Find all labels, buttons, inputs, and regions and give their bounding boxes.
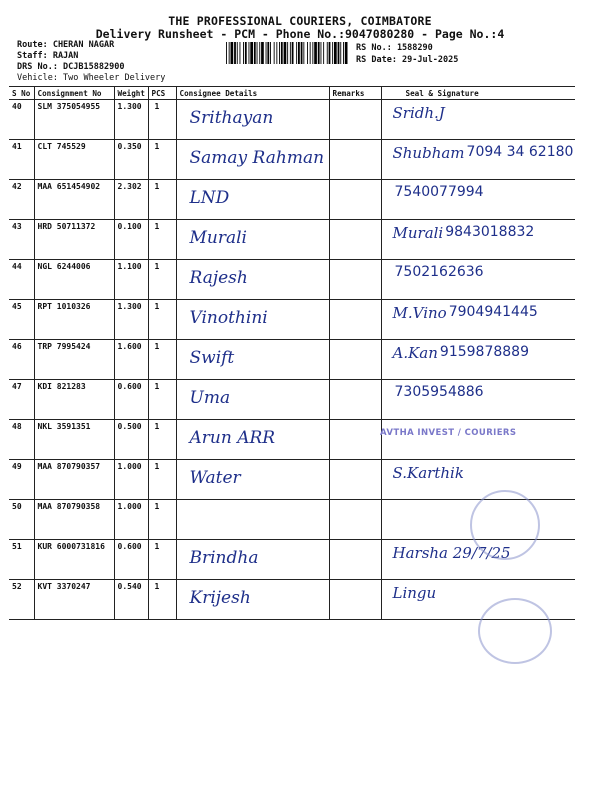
- cell-remarks: [329, 540, 381, 580]
- cell-remarks: [329, 500, 381, 540]
- consignee-handwriting: Krijesh: [189, 588, 251, 608]
- consignee-handwriting: Uma: [189, 388, 231, 408]
- cell-pcs: 1: [148, 540, 176, 580]
- cell-signature: [381, 300, 575, 340]
- cell-pcs: 1: [148, 140, 176, 180]
- cell-pcs: 1: [148, 500, 176, 540]
- cell-weight: 2.302: [114, 180, 148, 220]
- cell-weight: 1.100: [114, 260, 148, 300]
- cell-sno: 49: [9, 460, 34, 500]
- cell-pcs: 1: [148, 580, 176, 620]
- cell-pcs: 1: [148, 460, 176, 500]
- cell-consignee: [176, 260, 329, 300]
- company-title: THE PROFESSIONAL COURIERS, COIMBATORE: [168, 14, 432, 28]
- signature-handwriting: Harsha 29/7/25: [392, 544, 511, 562]
- cell-signature: [381, 460, 575, 500]
- consignee-handwriting: Brindha: [189, 548, 259, 568]
- table-row: [9, 140, 575, 180]
- cell-consignment: TRP 7995424: [34, 340, 114, 380]
- signature-handwriting: M.Vino: [392, 304, 447, 322]
- cell-signature: [381, 180, 575, 220]
- phone-handwriting: 7904941445: [448, 304, 538, 320]
- cell-pcs: 1: [148, 100, 176, 140]
- cell-sno: 40: [9, 100, 34, 140]
- seal-stamp-2: [478, 598, 552, 664]
- cell-pcs: 1: [148, 420, 176, 460]
- cell-pcs: 1: [148, 180, 176, 220]
- cell-remarks: [329, 340, 381, 380]
- cell-signature: [381, 380, 575, 420]
- cell-consignee: [176, 420, 329, 460]
- signature-handwriting: Sridh.J: [392, 104, 445, 122]
- cell-remarks: [329, 220, 381, 260]
- cell-consignment: MAA 651454902: [34, 180, 114, 220]
- cell-weight: 1.000: [114, 500, 148, 540]
- phone-handwriting: 9843018832: [445, 224, 535, 240]
- cell-consignment: CLT 745529: [34, 140, 114, 180]
- consignee-handwriting: LND: [189, 188, 230, 208]
- cell-consignee: [176, 300, 329, 340]
- cell-sno: 43: [9, 220, 34, 260]
- cell-consignment: NKL 3591351: [34, 420, 114, 460]
- cell-consignment: SLM 375054955: [34, 100, 114, 140]
- phone-handwriting: 7305954886: [394, 384, 484, 400]
- cell-weight: 1.000: [114, 460, 148, 500]
- cell-weight: 0.600: [114, 380, 148, 420]
- cell-consignment: KDI 821283: [34, 380, 114, 420]
- consignee-handwriting: Vinothini: [189, 308, 268, 328]
- cell-remarks: [329, 260, 381, 300]
- col-pcs: PCS: [148, 87, 176, 100]
- staff-label: Staff: RAJAN: [17, 51, 79, 61]
- cell-sno: 41: [9, 140, 34, 180]
- col-consignment: Consignment No: [34, 87, 114, 100]
- cell-signature: [381, 100, 575, 140]
- cell-consignee: [176, 580, 329, 620]
- table-row: [9, 180, 575, 220]
- signature-handwriting: Shubham: [392, 144, 465, 162]
- cell-weight: 0.600: [114, 540, 148, 580]
- vehicle-label: Vehicle: Two Wheeler Delivery: [17, 73, 166, 83]
- cell-sno: 51: [9, 540, 34, 580]
- cell-signature: [381, 260, 575, 300]
- cell-consignee: [176, 100, 329, 140]
- cell-remarks: [329, 420, 381, 460]
- cell-sno: 44: [9, 260, 34, 300]
- rs-number: RS No.: 1588290: [356, 43, 433, 53]
- cell-sno: 52: [9, 580, 34, 620]
- phone-handwriting: 7094 34 62180: [466, 144, 574, 160]
- consignee-handwriting: Water: [189, 468, 241, 488]
- table-row: [9, 260, 575, 300]
- cell-consignment: NGL 6244006: [34, 260, 114, 300]
- col-remarks: Remarks: [329, 87, 381, 100]
- cell-remarks: [329, 180, 381, 220]
- consignee-handwriting: Rajesh: [189, 268, 248, 288]
- phone-handwriting: 7540077994: [394, 184, 484, 200]
- cell-remarks: [329, 460, 381, 500]
- table-row: [9, 420, 575, 460]
- col-sno: S No: [9, 87, 34, 100]
- col-consignee: Consignee Details: [176, 87, 329, 100]
- cell-remarks: [329, 300, 381, 340]
- table-row: [9, 300, 575, 340]
- cell-sno: 47: [9, 380, 34, 420]
- cell-signature: [381, 420, 575, 460]
- cell-pcs: 1: [148, 340, 176, 380]
- consignee-handwriting: Murali: [189, 228, 247, 248]
- cell-weight: 0.350: [114, 140, 148, 180]
- table-row: [9, 340, 575, 380]
- cell-consignment: HRD 50711372: [34, 220, 114, 260]
- cell-consignee: [176, 340, 329, 380]
- cell-sno: 46: [9, 340, 34, 380]
- cell-signature: [381, 220, 575, 260]
- cell-pcs: 1: [148, 300, 176, 340]
- signature-handwriting: Murali: [392, 224, 444, 242]
- table-header-row: [9, 87, 575, 100]
- cell-sno: 50: [9, 500, 34, 540]
- phone-handwriting: 9159878889: [439, 344, 529, 360]
- signature-handwriting: S.Karthik: [392, 464, 464, 482]
- cell-consignee: [176, 540, 329, 580]
- barcode-image: [226, 42, 348, 64]
- cell-consignment: MAA 870790358: [34, 500, 114, 540]
- cell-pcs: 1: [148, 220, 176, 260]
- cell-remarks: [329, 380, 381, 420]
- cell-weight: 0.540: [114, 580, 148, 620]
- table-row: [9, 220, 575, 260]
- cell-weight: 0.500: [114, 420, 148, 460]
- phone-handwriting: 7502162636: [394, 264, 484, 280]
- seal-stamp: [470, 490, 540, 560]
- table-row: [9, 100, 575, 140]
- cell-consignment: RPT 1010326: [34, 300, 114, 340]
- cell-consignee: [176, 380, 329, 420]
- col-weight: Weight: [114, 87, 148, 100]
- cell-sno: 48: [9, 420, 34, 460]
- cell-pcs: 1: [148, 260, 176, 300]
- col-signature: Seal & Signature: [381, 87, 575, 100]
- cell-weight: 1.300: [114, 300, 148, 340]
- cell-remarks: [329, 580, 381, 620]
- cell-weight: 1.300: [114, 100, 148, 140]
- cell-consignee: [176, 140, 329, 180]
- cell-weight: 0.100: [114, 220, 148, 260]
- seal-stamp-text: AVTHA INVEST / COURIERS: [380, 428, 517, 438]
- drs-label: DRS No.: DCJB15882900: [17, 62, 125, 72]
- cell-consignee: [176, 500, 329, 540]
- cell-pcs: 1: [148, 380, 176, 420]
- cell-consignment: KUR 6000731816: [34, 540, 114, 580]
- consignee-handwriting: Samay Rahman: [189, 148, 325, 168]
- cell-consignment: KVT 3370247: [34, 580, 114, 620]
- consignee-handwriting: Swift: [189, 348, 235, 368]
- cell-weight: 1.600: [114, 340, 148, 380]
- cell-remarks: [329, 100, 381, 140]
- signature-handwriting: A.Kan: [392, 344, 438, 362]
- table-row: [9, 380, 575, 420]
- cell-consignment: MAA 870790357: [34, 460, 114, 500]
- signature-handwriting: Lingu: [392, 584, 437, 602]
- cell-consignee: [176, 180, 329, 220]
- cell-consignee: [176, 220, 329, 260]
- cell-remarks: [329, 140, 381, 180]
- cell-signature: [381, 140, 575, 180]
- consignee-handwriting: Srithayan: [189, 108, 274, 128]
- rs-date: RS Date: 29-Jul-2025: [356, 55, 459, 65]
- cell-sno: 42: [9, 180, 34, 220]
- consignee-handwriting: Arun ARR: [189, 428, 276, 448]
- cell-sno: 45: [9, 300, 34, 340]
- runsheet-subtitle: Delivery Runsheet - PCM - Phone No.:9047080280 - Page No.:4: [95, 27, 505, 41]
- cell-signature: [381, 340, 575, 380]
- cell-consignee: [176, 460, 329, 500]
- route-label: Route: CHERAN NAGAR: [17, 40, 115, 50]
